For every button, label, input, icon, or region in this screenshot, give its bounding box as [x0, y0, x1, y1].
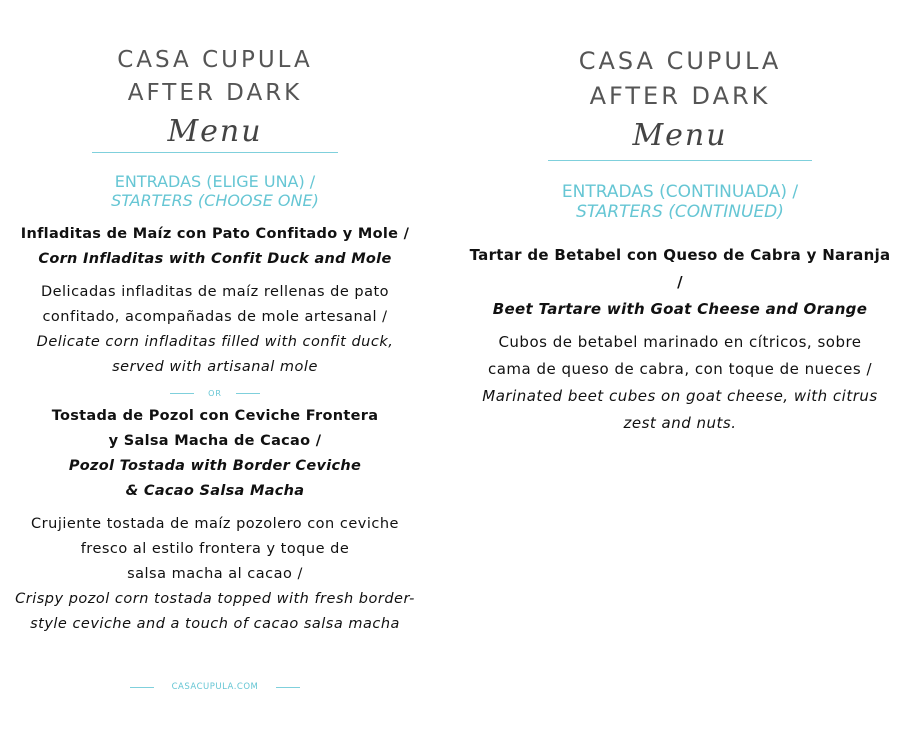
dish-title: Infladitas de Maíz con Pato Confitado y Mole / Corn Infladitas with Confit Duck and Mole	[20, 226, 410, 267]
footer	[0, 682, 430, 692]
brand-name: CASA CUPULA AFTER DARK	[117, 47, 313, 106]
brand-name: CASA CUPULA AFTER DARK	[578, 47, 782, 110]
menu-page-right	[456, 0, 904, 740]
dish-description: Crujiente tostada de maíz pozolero con ceviche fresco al estilo frontera y toque de salsa macha al cacao / Crispy pozol corn tostada topped with fresh border- style ceviche and a touch of cacao salsa macha	[15, 516, 415, 632]
dish-description: Delicadas infladitas de maíz rellenas de pato confitado, acompañadas de mole artesanal / Delicate corn infladitas filled with confit duck, served with artisanal mole	[36, 284, 394, 375]
dish-title: Tartar de Betabel con Queso de Cabra y Naranja / Beet Tartare with Goat Cheese and Orange	[469, 246, 891, 318]
menu-script-heading: Menu	[632, 118, 728, 153]
dish-description: Cubos de betabel marinado en cítricos, sobre cama de queso de cabra, con toque de nueces / Marinated beet cubes on goat cheese, with citrus zest and nuts.	[482, 333, 878, 432]
website-link[interactable]: CASACUPULA.COM	[171, 682, 259, 692]
menu-page-left	[0, 0, 430, 740]
divider	[548, 160, 812, 161]
dish-title: Tostada de Pozol con Ceviche Frontera y Salsa Macha de Cacao / Pozol Tostada with Border Ceviche & Cacao Salsa Macha	[51, 408, 379, 499]
section-heading: ENTRADAS (ELIGE UNA) / STARTERS (CHOOSE ONE)	[111, 172, 319, 210]
divider	[92, 152, 338, 153]
or-separator: OR	[0, 386, 430, 400]
section-heading: ENTRADAS (CONTINUADA) / STARTERS (CONTINUED)	[561, 182, 799, 222]
menu-script-heading: Menu	[167, 114, 263, 149]
